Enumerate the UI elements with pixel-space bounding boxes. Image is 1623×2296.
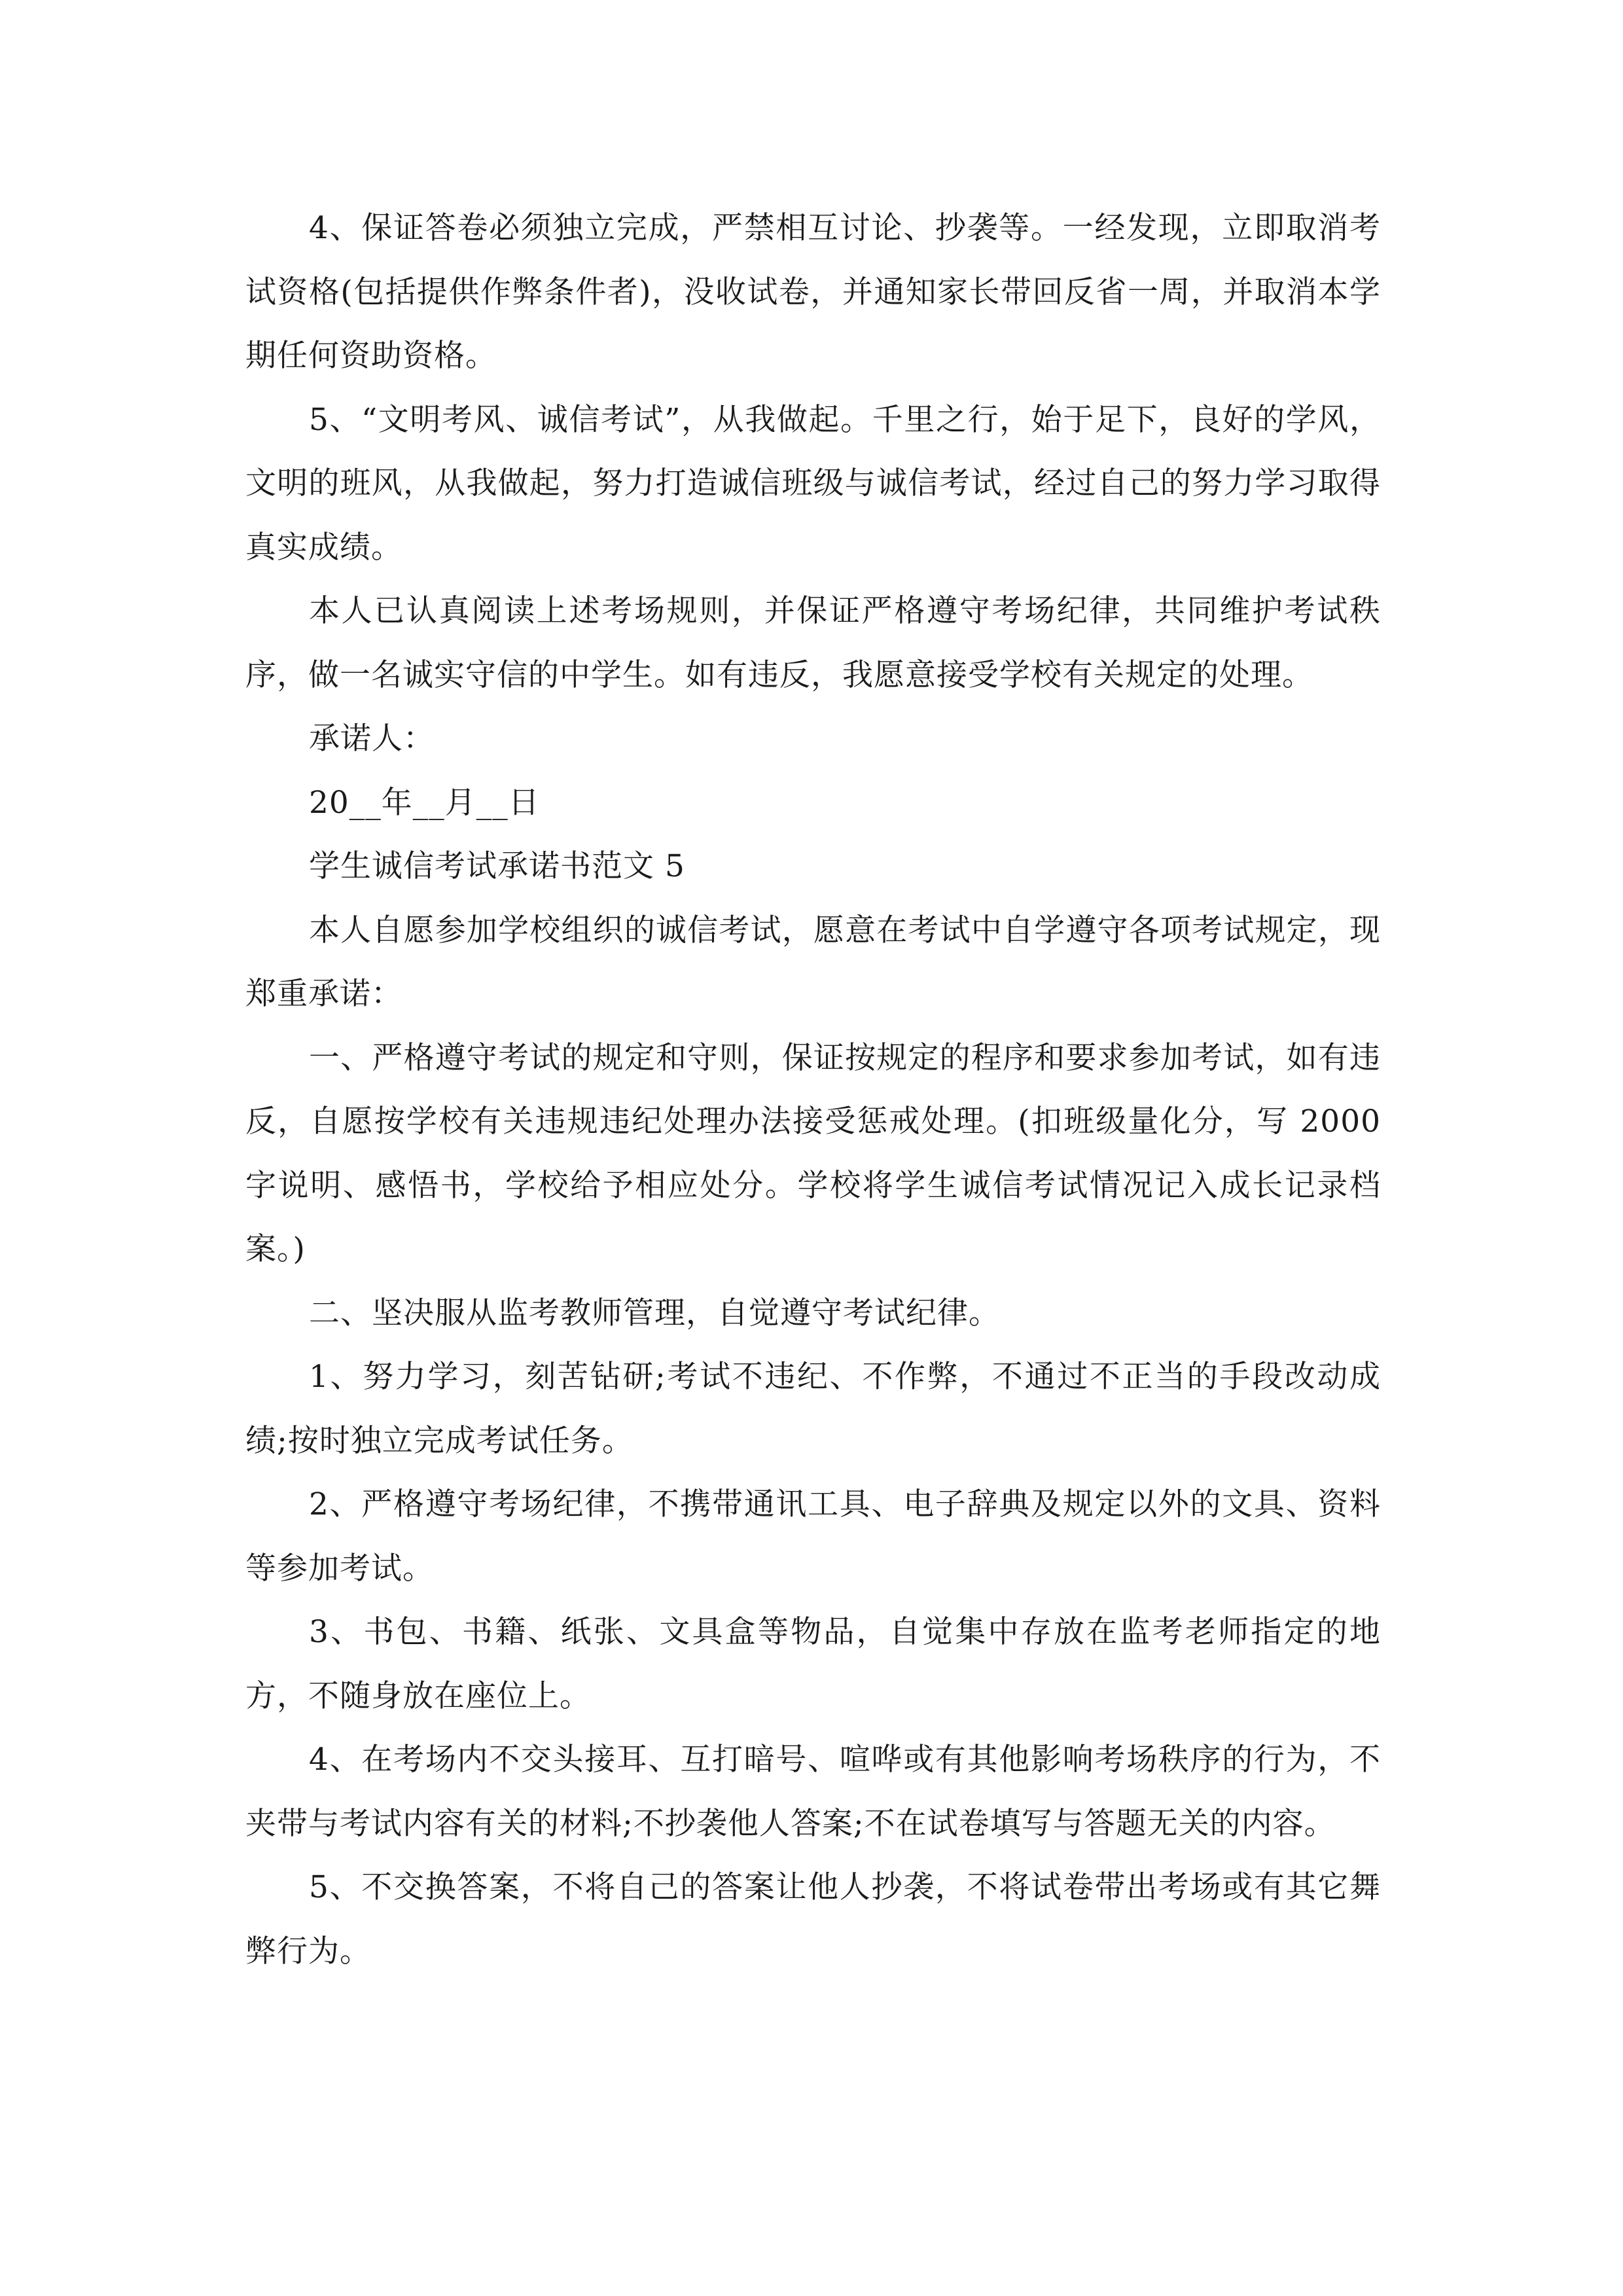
paragraph-pledge-statement: 本人已认真阅读上述考场规则，并保证严格遵守考场纪律，共同维护考试秩序，做一名诚实守信的中学生。如有违反，我愿意接受学校有关规定的处理。 (245, 593, 1381, 693)
promisor-label: 承诺人： (309, 721, 435, 757)
paragraph-rule-4: 4、保证答卷必须独立完成，严禁相互讨论、抄袭等。一经发现，立即取消考试资格(包括提供作弊条件者)，没收试卷，并通知家长带回反省一周，并取消本学期任何资助资格。 (245, 210, 1381, 374)
paragraph-subitem-5: 5、不交换答案，不将自己的答案让他人抄袭，不将试卷带出考场或有其它舞弊行为。 (245, 1869, 1381, 1969)
paragraph-subitem-4: 4、在考场内不交头接耳、互打暗号、喧哗或有其他影响考场秩序的行为，不夹带与考试内容有关的材料;不抄袭他人答案;不在试卷填写与答题无关的内容。 (245, 1742, 1381, 1842)
paragraph-subitem-2: 2、严格遵守考场纪律，不携带通讯工具、电子辞典及规定以外的文具、资料等参加考试。 (245, 1486, 1381, 1587)
paragraph-rule-5: 5、“文明考风、诚信考试”，从我做起。千里之行，始于足下，良好的学风，文明的班风，从我做起，努力打造诚信班级与诚信考试，经过自己的努力学习取得真实成绩。 (245, 401, 1381, 565)
document-body (245, 196, 1381, 1983)
paragraph-intro: 本人自愿参加学校组织的诚信考试，愿意在考试中自学遵守各项考试规定，现郑重承诺： (245, 912, 1381, 1012)
section-title: 学生诚信考试承诺书范文 5 (309, 848, 685, 884)
date-line: 20__年__月__日 (309, 784, 540, 821)
paragraph-item-one: 一、严格遵守考试的规定和守则，保证按规定的程序和要求参加考试，如有违反，自愿按学校有关违规违纪处理办法接受惩戒处理。(扣班级量化分，写 2000 字说明、感悟书，学校给予相应处分。学校将学生诚信考试情况记入成长记录档案。) (245, 1039, 1381, 1267)
paragraph-subitem-3: 3、书包、书籍、纸张、文具盒等物品，自觉集中存放在监考老师指定的地方，不随身放在座位上。 (245, 1614, 1381, 1714)
paragraph-item-two: 二、坚决服从监考教师管理，自觉遵守考试纪律。 (309, 1295, 1000, 1331)
paragraph-subitem-1: 1、努力学习，刻苦钻研;考试不违纪、不作弊，不通过不正当的手段改动成绩;按时独立完成考试任务。 (245, 1359, 1381, 1459)
